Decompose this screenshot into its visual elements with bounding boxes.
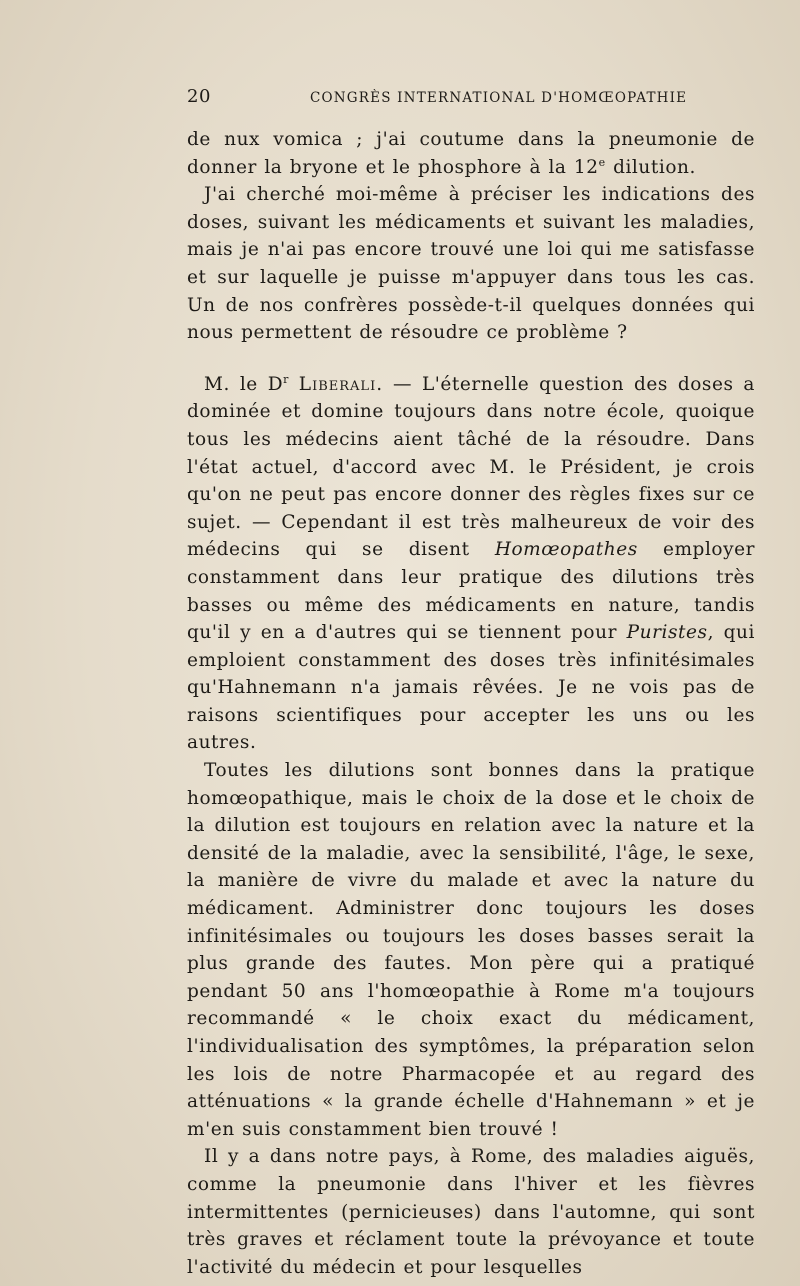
paragraph-continuation: de nux vomica ; j'ai coutume dans la pneumonie de donner la bryone et le phosphore à la 12e dilution. [187, 129, 755, 178]
page-body [187, 126, 755, 1281]
paragraph-rome: Il y a dans notre pays, à Rome, des maladies aiguës, comme la pneumonie dans l'hiver et les fièvres intermittentes (pernicieuses) dans l'automne, qui sont très graves et réclament toute la prévoyance et toute l'activité du médecin et pour lesquelles [187, 1146, 755, 1278]
page-number: 20 [187, 86, 211, 107]
paragraph-doses-question: J'ai cherché moi-même à préciser les indications des doses, suivant les médicaments et suivant les maladies, mais je n'ai pas encore trouvé une loi qui me satisfasse et sur laquelle je puisse m'appuyer dans tous les cas. Un de nos confrères possède-t-il quelques données qui nous permettent de résoudre ce problème ? [187, 184, 755, 344]
italic-puristes: Puristes [626, 622, 708, 644]
paragraph-dilutions: Toutes les dilutions sont bonnes dans la pratique homœopathique, mais le choix de la dose et le choix de la dilution est toujours en relation avec la nature et la densité de la maladie, avec la sensibilité, l'âge, le sexe, la manière de vivre du malade et avec la nature du médicament. Administrer donc toujours les doses infinitésimales ou toujours les doses basses serait la plus grande des fautes. Mon père qui a pratiqué pendant 50 ans l'homœopathie à Rome m'a toujours recommandé « le choix exact du médicament, l'individualisation des symptômes, la préparation selon les lois de notre Pharmacopée et au regard des atténuations « la grande échelle d'Hahnemann » et je m'en suis constamment bien trouvé ! [187, 760, 755, 1140]
speaker-name: Liberali. [298, 373, 384, 395]
italic-homoeopathes: Homœopathes [494, 539, 638, 561]
running-title: CONGRÈS INTERNATIONAL D'HOMŒOPATHIE [310, 90, 688, 106]
page-header [187, 86, 755, 112]
paragraph-liberali: M. le $D^r$ Liberali. — L'éternelle question des doses a dominée et domine toujours dans notre école, quoique tous les médecins aient tâché de la résoudre. Dans l'état actuel, d'accord avec M. le Président, je crois qu'on ne peut pas encore donner des règles fixes sur ce sujet. — Cependant il est très malheureux de voir des médecins qui se disent Homœopathes employer constamment dans leur pratique des dilutions très basses ou même des médicaments en nature, tandis qu'il y en a d'autres qui se tiennent pour Puristes, qui emploient constamment des doses très infinitésimales qu'Hahnemann n'a jamais rêvées. Je ne vois pas de raisons scientifiques pour accepter les uns ou les autres. [187, 372, 755, 754]
